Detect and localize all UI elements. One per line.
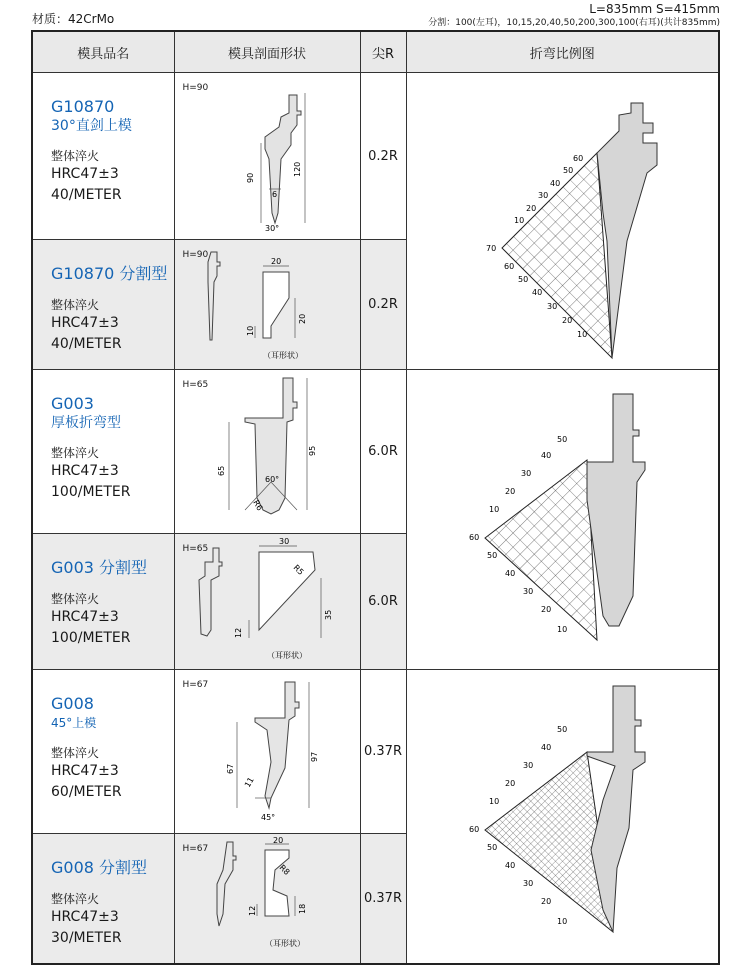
dim-d: 12 xyxy=(233,627,243,638)
length-per-meter: 100/METER xyxy=(51,484,131,500)
hardening: 整体淬火 xyxy=(51,592,100,606)
dim-c: 20 xyxy=(297,313,307,324)
svg-text:10: 10 xyxy=(488,797,499,806)
hardness: HRC47±3 xyxy=(51,763,119,779)
bend-diagram-3 xyxy=(407,670,720,954)
profile-drawing xyxy=(175,73,360,235)
hardness: HRC47±3 xyxy=(51,609,119,625)
hardness: HRC47±3 xyxy=(51,909,119,925)
dim-d: R6 xyxy=(250,498,264,513)
dim-a: 30 xyxy=(278,537,289,546)
svg-text:30: 30 xyxy=(520,469,531,478)
length-per-meter: 40/METER xyxy=(51,187,122,203)
bend-diagram-cell xyxy=(406,370,719,670)
svg-text:60: 60 xyxy=(572,154,583,163)
profile-cell xyxy=(174,534,360,670)
height-label: H=67 xyxy=(182,680,209,690)
dim-a: 67 xyxy=(225,763,235,774)
die-subtitle: 厚板折弯型 xyxy=(51,415,121,431)
col-header-bend-diagram: 折弯比例图 xyxy=(406,31,719,73)
die-code: G003 xyxy=(51,394,94,413)
svg-text:30: 30 xyxy=(522,761,533,770)
table-row xyxy=(32,370,719,534)
col-header-name: 模具品名 xyxy=(32,31,174,73)
die-code: G10870 xyxy=(51,97,115,116)
svg-text:20: 20 xyxy=(561,316,572,325)
dim-a: 65 xyxy=(216,465,226,476)
die-spec-table xyxy=(31,30,720,965)
name-cell xyxy=(32,670,174,834)
length-label: L=835mm S=415mm xyxy=(589,2,720,16)
svg-text:40: 40 xyxy=(504,569,515,578)
svg-text:30: 30 xyxy=(546,302,557,311)
svg-text:40: 40 xyxy=(549,179,560,188)
svg-text:50: 50 xyxy=(486,843,497,852)
die-subtitle: 45°上模 xyxy=(51,716,97,730)
dim-c: 120 xyxy=(292,161,302,177)
hardening: 整体淬火 xyxy=(51,746,100,760)
name-cell xyxy=(32,534,174,670)
svg-text:10: 10 xyxy=(556,917,567,926)
hardness: HRC47±3 xyxy=(51,166,119,182)
scale-mid: 60 xyxy=(468,533,479,542)
dim-b: R8 xyxy=(277,863,291,877)
dim-b: R5 xyxy=(291,563,305,577)
die-code: G008 分割型 xyxy=(51,858,148,877)
svg-text:20: 20 xyxy=(504,487,515,496)
hardness: HRC47±3 xyxy=(51,463,119,479)
tip-r-cell: 6.0R xyxy=(360,534,406,670)
svg-text:20: 20 xyxy=(540,897,551,906)
profile-drawing xyxy=(175,670,360,829)
tip-r-cell: 0.2R xyxy=(360,73,406,240)
profile-cell xyxy=(174,834,360,965)
svg-text:40: 40 xyxy=(531,288,542,297)
segments-label: 分割：100(左耳)，10,15,20,40,50,200,300,100(右耳)(共计835mm) xyxy=(428,18,720,28)
svg-text:40: 40 xyxy=(504,861,515,870)
dim-b: 10 xyxy=(245,325,255,336)
profile-drawing xyxy=(175,370,360,529)
die-code: G10870 分割型 xyxy=(51,264,168,283)
hardening: 整体淬火 xyxy=(51,149,100,163)
dim-a: 20 xyxy=(270,257,281,266)
svg-text:20: 20 xyxy=(504,779,515,788)
bend-diagram-cell xyxy=(406,73,719,370)
svg-text:50: 50 xyxy=(486,551,497,560)
svg-text:10: 10 xyxy=(488,505,499,514)
dim-b: 60° xyxy=(264,475,279,484)
svg-text:50: 50 xyxy=(562,166,573,175)
svg-text:20: 20 xyxy=(525,204,536,213)
ear-label: （耳形状） xyxy=(262,351,303,360)
height-label: H=90 xyxy=(182,250,209,260)
dim-c: 35 xyxy=(323,609,333,620)
ear-label: （耳形状） xyxy=(264,939,305,948)
tip-r-cell: 0.37R xyxy=(360,834,406,965)
height-label: H=65 xyxy=(182,380,209,390)
svg-text:10: 10 xyxy=(513,216,524,225)
profile-cell xyxy=(174,670,360,834)
hardening: 整体淬火 xyxy=(51,892,100,906)
svg-text:20: 20 xyxy=(540,605,551,614)
col-header-profile: 模具剖面形状 xyxy=(174,31,360,73)
bend-diagram-2 xyxy=(407,370,720,660)
height-label: H=67 xyxy=(182,844,209,854)
tip-r-cell: 6.0R xyxy=(360,370,406,534)
svg-text:30: 30 xyxy=(522,879,533,888)
bend-diagram-cell xyxy=(406,670,719,965)
dim-c: 11 xyxy=(242,775,256,789)
ear-label: （耳形状） xyxy=(266,651,307,660)
svg-text:60: 60 xyxy=(503,262,514,271)
svg-text:30: 30 xyxy=(537,191,548,200)
bend-diagram-1 xyxy=(407,73,720,363)
dim-c: 95 xyxy=(307,445,317,456)
dim-d: 18 xyxy=(297,903,307,914)
hardening: 整体淬火 xyxy=(51,298,100,312)
die-subtitle: 30°直剑上模 xyxy=(51,118,132,134)
svg-text:30: 30 xyxy=(522,587,533,596)
height-label: H=65 xyxy=(182,544,209,554)
dim-b: 6 xyxy=(271,190,277,199)
name-cell xyxy=(32,73,174,240)
dim-d: 45° xyxy=(260,813,275,822)
dim-a: 20 xyxy=(272,836,283,845)
tip-r-cell: 0.37R xyxy=(360,670,406,834)
scale-mid: 60 xyxy=(468,825,479,834)
length-per-meter: 30/METER xyxy=(51,930,122,946)
length-per-meter: 100/METER xyxy=(51,630,131,646)
svg-text:10: 10 xyxy=(556,625,567,634)
profile-cell xyxy=(174,240,360,370)
name-cell xyxy=(32,240,174,370)
length-per-meter: 40/METER xyxy=(51,336,122,352)
tip-r-cell: 0.2R xyxy=(360,240,406,370)
svg-text:40: 40 xyxy=(540,743,551,752)
length-per-meter: 60/METER xyxy=(51,784,122,800)
dim-a: 90 xyxy=(245,172,255,183)
profile-cell xyxy=(174,370,360,534)
name-cell xyxy=(32,834,174,965)
die-code: G008 xyxy=(51,694,94,713)
dim-b: 97 xyxy=(309,751,319,762)
svg-text:50: 50 xyxy=(556,725,567,734)
dim-c: 12 xyxy=(247,905,257,916)
scale-mid: 70 xyxy=(485,244,496,253)
material-label: 材质：42CrMo xyxy=(32,12,115,26)
name-cell xyxy=(32,370,174,534)
table-row xyxy=(32,73,719,240)
die-code: G003 分割型 xyxy=(51,558,148,577)
hardness: HRC47±3 xyxy=(51,315,119,331)
col-header-tip-r: 尖R xyxy=(360,31,406,73)
svg-text:50: 50 xyxy=(556,435,567,444)
height-label: H=90 xyxy=(182,83,209,93)
hardening: 整体淬火 xyxy=(51,446,100,460)
svg-text:10: 10 xyxy=(576,330,587,339)
profile-cell xyxy=(174,73,360,240)
table-row xyxy=(32,670,719,834)
dim-d: 30° xyxy=(264,224,279,233)
svg-text:50: 50 xyxy=(517,275,528,284)
svg-text:40: 40 xyxy=(540,451,551,460)
